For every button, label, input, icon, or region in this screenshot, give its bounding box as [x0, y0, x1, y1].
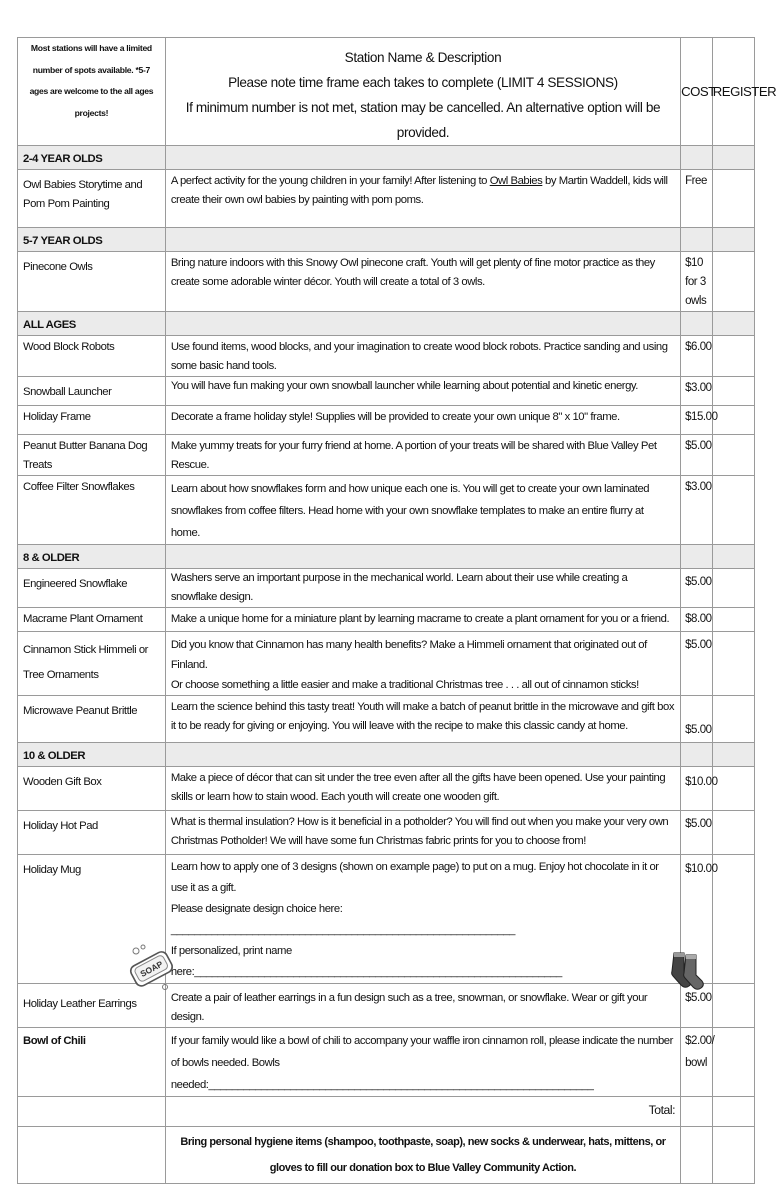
station-description: Learn the science behind this tasty treat! Youth will make a batch of peanut brittle in the microwave and gift box it to be ready for giving or enjoying. You will leave with the recipe to make this classic candy at home. — [165, 696, 680, 743]
station-cost: $5.00 — [681, 569, 713, 608]
station-name: Holiday Leather Earrings — [18, 984, 166, 1028]
header-title-cell — [165, 38, 680, 146]
station-description: Learn how to apply one of 3 designs (shown on example page) to put on a mug. Enjoy hot chocolate in it or use it as a gift. Please designate design choice here: ___________________________________________________________ If personalized, print name here:_______________________________________________________________ — [165, 855, 680, 984]
station-cost: $5.00 — [681, 811, 713, 855]
station-cost: $15.00 — [681, 406, 713, 435]
station-name: Engineered Snowflake — [18, 569, 166, 608]
station-name: Holiday Frame — [18, 406, 166, 435]
station-cost: Free — [681, 170, 713, 228]
total-amount-cell[interactable] — [681, 1097, 713, 1127]
section-5-7-years — [18, 228, 755, 252]
station-description: Washers serve an important purpose in the mechanical world. Learn about their use while creating a snowflake design. — [165, 569, 680, 608]
station-cost: $5.00 — [681, 632, 713, 696]
station-description: Did you know that Cinnamon has many health benefits? Make a Himmeli ornament that originated out of Finland. Or choose something a little easier and make a traditional Christmas tree . . . all out of cinnamon sticks! — [165, 632, 680, 696]
station-cost: $10.00 — [681, 855, 713, 984]
table-row — [18, 632, 755, 696]
station-name: Bowl of Chili — [18, 1028, 166, 1097]
station-name: Coffee Filter Snowflakes — [18, 476, 166, 545]
register-cell[interactable] — [712, 767, 754, 811]
station-description: A perfect activity for the young children in your family! After listening to Owl Babies by Martin Waddell, kids will create their own owl babies by painting with pom poms. — [165, 170, 680, 228]
station-registration-table — [17, 37, 776, 1184]
register-cell[interactable] — [712, 377, 754, 406]
donation-note: Bring personal hygiene items (shampoo, toothpaste, soap), new socks & underwear, hats, mittens, or gloves to fill our donation box to Blue Valley Community Action. — [165, 1127, 680, 1184]
footer-cost-cell — [681, 1127, 713, 1184]
register-cell[interactable] — [712, 170, 754, 228]
station-description: Bring nature indoors with this Snowy Owl pinecone craft. Youth will get plenty of fine motor practice as they create some adorable winter décor. Youth will create a total of 3 owls. — [165, 252, 680, 312]
station-cost: $10 for 3 owls — [681, 252, 713, 312]
register-column-header: REGISTER — [712, 38, 754, 146]
section-all-ages — [18, 312, 755, 336]
section-label: 2-4 YEAR OLDS — [18, 146, 166, 170]
station-name: Peanut Butter Banana Dog Treats — [18, 435, 166, 476]
station-name: Holiday Hot Pad — [18, 811, 166, 855]
table-row — [18, 252, 755, 312]
cost-column-header: COST — [681, 38, 713, 146]
station-description: Make a piece of décor that can sit under the tree even after all the gifts have been opened. Use your painting skills or learn how to stain wood. Each youth will create one wooden gift. — [165, 767, 680, 811]
station-cost: $5.00 — [681, 696, 713, 743]
table-row — [18, 569, 755, 608]
register-cell[interactable] — [712, 811, 754, 855]
register-cell[interactable] — [712, 252, 754, 312]
register-cell[interactable] — [712, 569, 754, 608]
station-name: Wood Block Robots — [18, 336, 166, 377]
table-row — [18, 811, 755, 855]
table-row — [18, 336, 755, 377]
station-name: Microwave Peanut Brittle — [18, 696, 166, 743]
table-row — [18, 1028, 755, 1097]
total-register-cell — [712, 1097, 754, 1127]
soap-label: SOAP — [138, 958, 165, 979]
table-row — [18, 435, 755, 476]
register-cell[interactable] — [712, 435, 754, 476]
section-2-4-years — [18, 146, 755, 170]
book-title-link: Owl Babies — [489, 175, 543, 187]
header-limit-note: Please note time frame each takes to complete (LIMIT 4 SESSIONS) — [228, 75, 618, 90]
table-row — [18, 476, 755, 545]
footer-left-cell — [18, 1127, 166, 1184]
station-cost: $3.00 — [681, 377, 713, 406]
station-cost: $8.00 — [681, 608, 713, 632]
footer-register-cell — [712, 1127, 754, 1184]
station-name: Holiday Mug — [18, 855, 166, 984]
table-row — [18, 377, 755, 406]
section-label: 10 & OLDER — [18, 743, 166, 767]
register-cell[interactable] — [712, 1028, 754, 1097]
total-label: Total: — [165, 1097, 680, 1127]
soap-bar-icon — [128, 943, 174, 993]
register-cell[interactable] — [712, 696, 754, 743]
footer-row — [18, 1127, 755, 1184]
table-row — [18, 406, 755, 435]
section-label: 5-7 YEAR OLDS — [18, 228, 166, 252]
design-choice-blank[interactable]: Please designate design choice here: ___________________________________________________________ — [170, 903, 515, 936]
station-cost: $10.00 — [681, 767, 713, 811]
table-row — [18, 170, 755, 228]
personalized-name-blank[interactable]: If personalized, print name here:_______________________________________________________________ — [170, 945, 562, 978]
header-cancel-note: If minimum number is not met, station may be cancelled. An alternative option will be provided. — [185, 100, 661, 140]
station-cost: $6.00 — [681, 336, 713, 377]
header-title: Station Name & Description — [344, 50, 502, 65]
register-cell[interactable] — [712, 476, 754, 545]
station-name: Wooden Gift Box — [18, 767, 166, 811]
station-name: Pinecone Owls — [18, 252, 166, 312]
station-description: Make yummy treats for your furry friend at home. A portion of your treats will be shared with Blue Valley Pet Rescue. — [165, 435, 680, 476]
station-description: If your family would like a bowl of chili to accompany your waffle iron cinnamon roll, please indicate the number of bowls needed. Bowls needed:__________________________________________________________________ — [165, 1028, 680, 1097]
table-row — [18, 608, 755, 632]
register-cell[interactable] — [712, 855, 754, 984]
station-description: Decorate a frame holiday style! Supplies will be provided to create your own unique 8" x 10" frame. — [165, 406, 680, 435]
register-cell[interactable] — [712, 336, 754, 377]
station-description: What is thermal insulation? How is it beneficial in a potholder? You will find out when you make your very own Christmas Potholder! We will have some fun Christmas fabric prints for you to choose from! — [165, 811, 680, 855]
total-row — [18, 1097, 755, 1127]
station-cost: $3.00 — [681, 476, 713, 545]
station-name: Cinnamon Stick Himmeli or Tree Ornaments — [18, 632, 166, 696]
register-cell[interactable] — [712, 632, 754, 696]
table-row — [18, 767, 755, 811]
section-10-older — [18, 743, 755, 767]
socks-icon — [668, 951, 706, 991]
station-cost: $5.00 — [681, 435, 713, 476]
station-name: Snowball Launcher — [18, 377, 166, 406]
station-cost: $5.00 — [681, 984, 713, 1028]
register-cell[interactable] — [712, 608, 754, 632]
station-cost: $2.00/ bowl — [681, 1028, 713, 1097]
station-name: Owl Babies Storytime and Pom Pom Painting — [18, 170, 166, 228]
station-name: Macrame Plant Ornament — [18, 608, 166, 632]
station-description: Learn about how snowflakes form and how unique each one is. You will get to create your own laminated snowflakes from coffee filters. Head home with your own snowflake templates to make an entire flurry at home. — [165, 476, 680, 545]
section-8-older — [18, 545, 755, 569]
section-label: ALL AGES — [18, 312, 166, 336]
spots-note: Most stations will have a limited number of spots available. *5-7 ages are welcome to the all ages projects! — [18, 38, 166, 146]
station-description: Create a pair of leather earrings in a fun design such as a tree, snowman, or snowflake. Wear or gift your design. — [165, 984, 680, 1028]
register-cell[interactable] — [712, 406, 754, 435]
section-label: 8 & OLDER — [18, 545, 166, 569]
station-description: You will have fun making your own snowball launcher while learning about potential and kinetic energy. — [165, 377, 680, 406]
table-row — [18, 696, 755, 743]
soap-cell — [18, 1097, 166, 1127]
station-description: Make a unique home for a miniature plant by learning macrame to create a plant ornament for you or a friend. — [165, 608, 680, 632]
station-description: Use found items, wood blocks, and your imagination to create wood block robots. Practice sanding and using some basic hand tools. — [165, 336, 680, 377]
register-cell[interactable] — [712, 984, 754, 1028]
